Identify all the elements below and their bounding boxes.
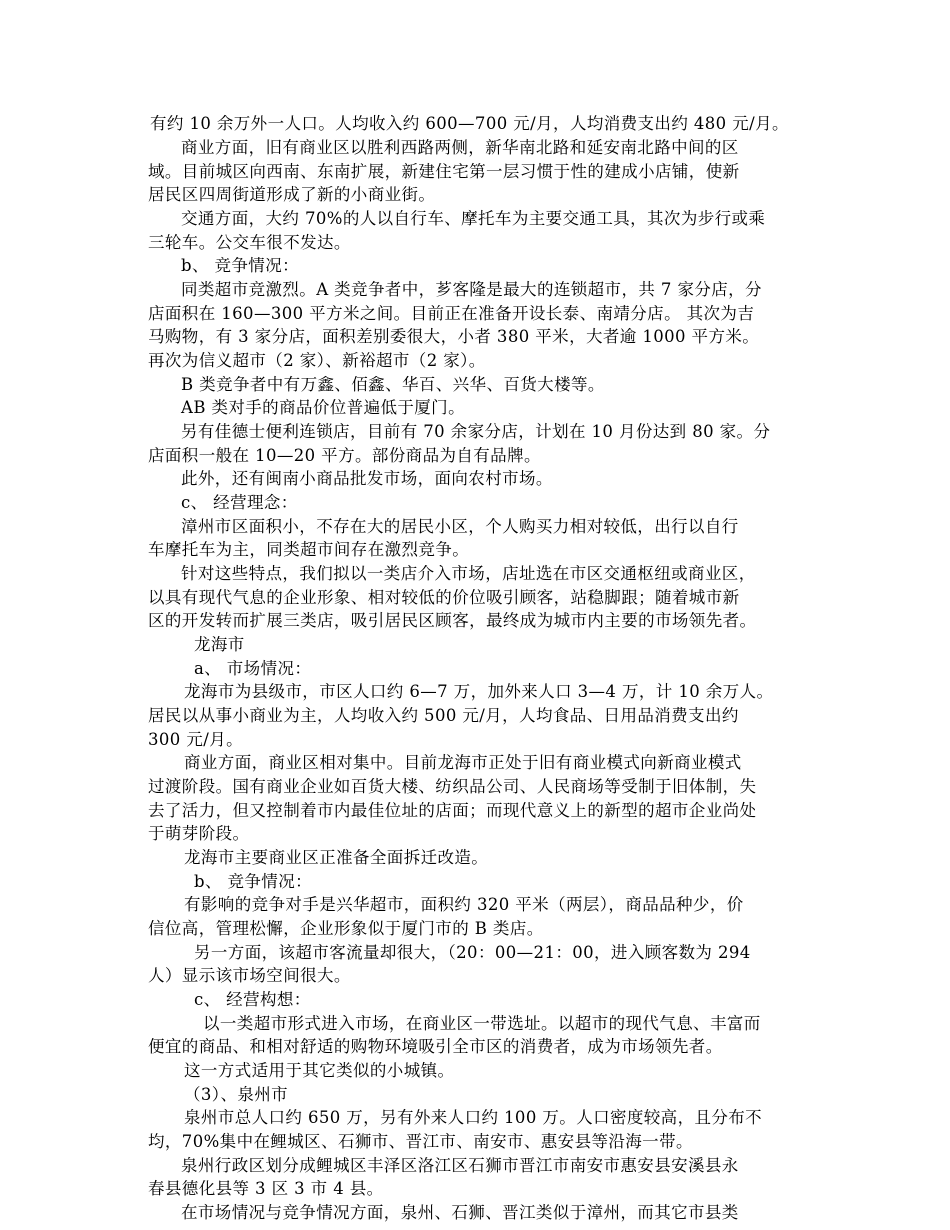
text-line: 有约 10 余万外一人口。人均收入约 600—700 元/月，人均消费支出约 480 元/月。 bbox=[150, 114, 789, 133]
text-line: B 类竞争者中有万鑫、佰鑫、华百、兴华、百货大楼等。 bbox=[181, 375, 605, 394]
text-line: 泉州行政区划分成鲤城区丰泽区洛江区石狮市晋江市南安市惠安县安溪县永 bbox=[181, 1156, 739, 1175]
text-line: 居民以从事小商业为主，人均收入约 500 元/月，人均食品、日用品消费支出约 bbox=[148, 706, 739, 725]
text-line: 另有佳德士便利连锁店，目前有 70 余家分店，计划在 10 月份达到 80 家。分 bbox=[181, 422, 771, 441]
section-heading: 龙海市 bbox=[194, 635, 245, 654]
text-line: 商业方面，商业区相对集中。目前龙海市正处于旧有商业模式向新商业模式 bbox=[184, 753, 742, 772]
text-line: 这一方式适用于其它类似的小城镇。 bbox=[184, 1061, 455, 1080]
section-heading: b、 竞争情况： bbox=[194, 872, 313, 891]
text-line: 马购物，有 3 家分店，面积差别委很大，小者 380 平米，大者逾 1000 平方米。 bbox=[148, 327, 760, 346]
text-line: 去了活力，但又控制着市内最佳位址的店面；而现代意义上的新型的超市企业尚处 bbox=[148, 801, 757, 820]
text-line: 居民区四周街道形成了新的小商业街。 bbox=[148, 185, 436, 204]
text-line: 三轮车。公交车很不发达。 bbox=[148, 233, 351, 252]
text-line: 域。目前城区向西南、东南扩展，新建住宅第一层习惯于性的建成小店铺，使新 bbox=[148, 162, 740, 181]
section-heading: （3）、泉州市 bbox=[184, 1085, 289, 1104]
text-line: 再次为信义超市（2 家）、新裕超市（2 家）。 bbox=[148, 351, 486, 370]
text-line: 以一类超市形式进入市场，在商业区一带选址。以超市的现代气息、丰富而 bbox=[203, 1014, 761, 1033]
text-line: 店面积一般在 10—20 平方。部份商品为自有品牌。 bbox=[148, 446, 541, 465]
text-line: AB 类对手的商品价位普遍低于厦门。 bbox=[181, 398, 465, 417]
text-line: 龙海市主要商业区正准备全面拆迁改造。 bbox=[184, 848, 489, 867]
text-line: 春县德化县等 3 区 3 市 4 县。 bbox=[148, 1179, 384, 1198]
text-line: 有影响的竞争对手是兴华超市，面积约 320 平米（两层），商品品种少，价 bbox=[184, 895, 744, 914]
text-line: 区的开发转而扩展三类店，吸引居民区顾客，最终成为城市内主要的市场领先者。 bbox=[148, 611, 757, 630]
text-line: 均，70%集中在鲤城区、石狮市、晋江市、南安市、惠安县等沿海一带。 bbox=[148, 1132, 693, 1151]
text-line: 以具有现代气息的企业形象、相对较低的价位吸引顾客，站稳脚跟；随着城市新 bbox=[148, 588, 740, 607]
text-line: 过渡阶段。国有商业企业如百货大楼、纺织品公司、人民商场等受制于旧体制，失 bbox=[148, 777, 757, 796]
text-line: 此外，还有闽南小商品批发市场，面向农村市场。 bbox=[181, 469, 553, 488]
text-line: 信位高，管理松懈，企业形象似于厦门市的 B 类店。 bbox=[148, 919, 544, 938]
text-line: 另一方面，该超市客流量却很大，（20：00—21：00，进入顾客数为 294 bbox=[194, 943, 751, 962]
text-line: 针对这些特点，我们拟以一类店介入市场，店址选在市区交通枢纽或商业区， bbox=[181, 564, 756, 583]
text-line: 交通方面，大约 70%的人以自行车、摩托车为主要交通工具，其次为步行或乘 bbox=[181, 209, 766, 228]
section-heading: b、 竞争情况： bbox=[181, 256, 300, 275]
text-line: 于萌芽阶段。 bbox=[148, 824, 250, 843]
text-line: 300 元/月。 bbox=[148, 730, 243, 749]
text-line: 龙海市为县级市，市区人口约 6—7 万，加外来人口 3—4 万，计 10 余万人。 bbox=[184, 682, 774, 701]
text-line: 商业方面，旧有商业区以胜利西路两侧，新华南北路和延安南北路中间的区 bbox=[181, 138, 739, 157]
text-line: 在市场情况与竞争情况方面，泉州、石狮、晋江类似于漳州，而其它市县类 bbox=[181, 1203, 739, 1222]
text-line: 同类超市竞激烈。A 类竞争者中，芗客隆是最大的连锁超市，共 7 家分店，分 bbox=[181, 280, 762, 299]
section-heading: a、 市场情况： bbox=[194, 659, 312, 678]
text-line: 人）显示该市场空间很大。 bbox=[148, 966, 351, 985]
text-line: 便宜的商品、和相对舒适的购物环境吸引全市区的消费者，成为市场领先者。 bbox=[148, 1037, 723, 1056]
text-line: 漳州市区面积小，不存在大的居民小区，个人购买力相对较低，出行以自行 bbox=[181, 517, 739, 536]
text-line: 车摩托车为主，同类超市间存在激烈竞争。 bbox=[148, 540, 470, 559]
text-line: 店面积在 160—300 平方米之间。目前正在准备开设长泰、南靖分店。 其次为吉 bbox=[148, 304, 755, 323]
text-line: 泉州市总人口约 650 万，另有外来人口约 100 万。人口密度较高，且分布不 bbox=[184, 1108, 763, 1127]
section-heading: c、 经营理念： bbox=[181, 493, 298, 512]
section-heading: c、 经营构想： bbox=[194, 990, 311, 1009]
